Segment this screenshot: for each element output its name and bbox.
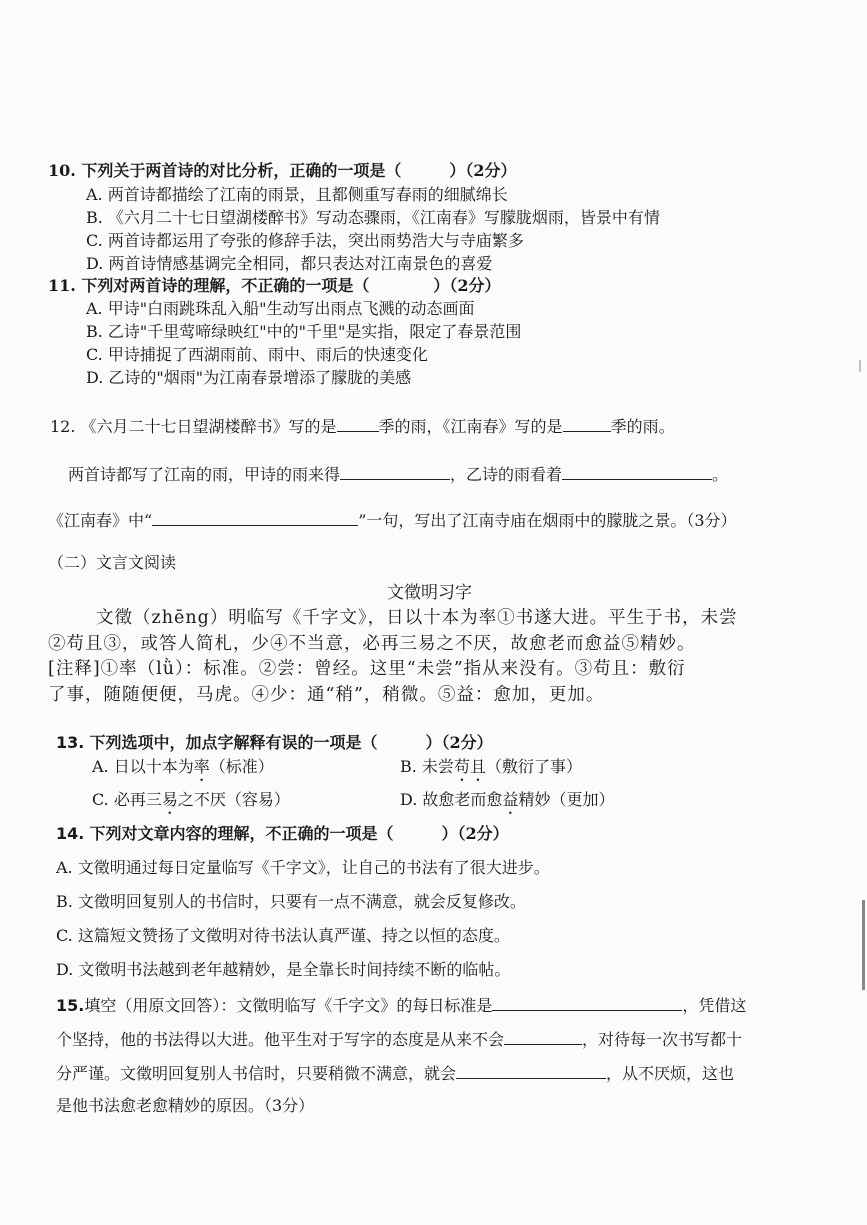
q12-line1: [50, 415, 675, 437]
passage-note-2: 了事，随随便便，马虎。④少：通“稍”，稍微。⑤益：愈加，更加。: [48, 685, 605, 705]
q12-blank-1[interactable]: [337, 415, 379, 432]
q13-c-dotted: 易: [161, 790, 178, 809]
q15-l1-tail: ，凭借这: [682, 996, 747, 1015]
q14-option-c: C. 这篇短文赞扬了文徵明对待书法认真严谨、持之以恒的态度。: [56, 926, 510, 945]
q15-l2-tail: ，对待每一次书写都十: [582, 1030, 743, 1049]
q12-line3-b: ”一句，写出了江南寺庙在烟雨中的朦胧之景。（3分）: [358, 511, 737, 530]
section-heading: （二）文言文阅读: [48, 553, 177, 572]
q14-stem-line: [56, 824, 509, 844]
q13-option-c: [92, 790, 290, 818]
q13-d-text: D. 故愈老而愈: [400, 790, 503, 809]
q13-c-gloss: 之不厌（容易）: [177, 790, 290, 809]
q12-blank-2[interactable]: [563, 415, 611, 432]
q12-line2-a: 两首诗都写了江南的雨，甲诗的雨来得: [68, 465, 341, 484]
q14-option-b: B. 文徵明回复别人的书信时，只要有一点不满意，就会反复修改。: [56, 892, 526, 911]
q10-option-c: C. 两首诗都运用了夸张的修辞手法，突出雨势浩大与寺庙繁多: [86, 231, 524, 250]
q13-stem-line: [56, 733, 493, 753]
q13-b-gloss: （敷衍了事）: [485, 757, 582, 776]
q13-option-a: [92, 757, 274, 785]
q13-a-text: A. 日以十本为: [92, 757, 194, 776]
q15-line-4: 是他书法愈老愈精妙的原因。（3分）: [56, 1096, 315, 1115]
q10-option-b: B. 《六月二十七日望湖楼醉书》写动态骤雨，《江南春》写朦胧烟雨，皆景中有情: [86, 208, 660, 227]
q15-l3-text: 分严谨。文徵明回复别人书信时，只要稍微不满意，就会: [56, 1064, 457, 1083]
q11-option-c: C. 甲诗捕捉了西湖雨前、雨中、雨后的快速变化: [86, 345, 428, 364]
q12-blank-5[interactable]: [152, 509, 358, 526]
passage-line-2: ②苟且③，或答人简札，少④不当意，必再三易之不厌，故愈老而愈益⑤精妙。: [48, 634, 696, 654]
q15-l2-text: 个坚持，他的书法得以大进。他平生对于写字的态度是从来不会: [56, 1030, 505, 1049]
q15-blank-2[interactable]: [504, 1028, 582, 1045]
q12-blank-4[interactable]: [562, 463, 712, 480]
q15-number: 15.: [56, 996, 85, 1015]
q13-a-gloss: （标准）: [209, 757, 274, 776]
passage-line-1: 文徵（zhēng）明临写《千字文》，日以十本为率①书遂大进。平生于书，未尝: [96, 608, 738, 628]
q13-a-dotted: 率: [193, 757, 210, 776]
q10-option-d: D. 两首诗情感基调完全相同，都只表达对江南景色的喜爱: [86, 254, 493, 273]
q14-option-a: A. 文徵明通过每日定量临写《千字文》，让自己的书法有了很大进步。: [56, 858, 550, 877]
q11-option-d: D. 乙诗的"烟雨"为江南春景增添了朦胧的美感: [86, 368, 412, 387]
q12-blank-3[interactable]: [340, 463, 450, 480]
q11-stem: 11. 下列对两首诗的理解，不正确的一项是（ ）（2分）: [48, 276, 501, 295]
q13-d-gloss: 精妙（更加）: [518, 790, 615, 809]
passage-note-1: [注释]①率（lǜ）：标准。②尝：曾经。这里“未尝”指从来没有。③苟且：敷衍: [48, 659, 686, 679]
q12-line2-c: 。: [712, 465, 729, 484]
passage-title: 文徵明习字: [387, 583, 472, 603]
q13-b-text: B. 未尝: [400, 757, 454, 776]
q11-option-a: A. 甲诗"白雨跳珠乱入船"生动写出雨点飞溅的动态画面: [86, 299, 475, 318]
q14-stem: 下列对文章内容的理解，不正确的一项是（ ）（2分）: [89, 824, 509, 843]
q15-line-3: [56, 1062, 734, 1084]
q13-b-dotted: 苟且: [453, 757, 486, 776]
scan-edge-mark: [862, 900, 865, 990]
scan-edge-mark-small: [859, 360, 861, 372]
q12-line2-b: ，乙诗的雨看着: [450, 465, 563, 484]
q15-line-1: [56, 994, 746, 1016]
q13-option-d: [400, 790, 614, 818]
q15-l1-text: 填空（用原文回答）：文徵明临写《千字文》的每日标准是: [84, 996, 493, 1015]
q13-stem: 下列选项中，加点字解释有误的一项是（ ）（2分）: [89, 733, 493, 752]
q10-option-a: A. 两首诗都描绘了江南的雨景，且都侧重写春雨的细腻绵长: [86, 185, 508, 204]
q12-line2: [68, 463, 728, 485]
q14-option-d: D. 文徵明书法越到老年越精妙，是全靠长时间持续不断的临帖。: [56, 960, 511, 979]
q15-blank-3[interactable]: [456, 1062, 606, 1079]
q10-stem: 10. 下列关于两首诗的对比分析，正确的一项是（ ）（2分）: [48, 161, 517, 180]
q15-blank-1[interactable]: [492, 994, 682, 1011]
q11-option-b: B. 乙诗"千里莺啼绿映红"中的"千里"是实指，限定了春景范围: [86, 322, 522, 341]
q13-d-dotted: 益: [502, 790, 519, 809]
q15-line-2: [56, 1028, 742, 1050]
q14-number: 14.: [56, 824, 85, 843]
q13-option-b: [400, 757, 582, 785]
q12-line1-c: 季的雨。: [610, 417, 675, 436]
q13-c-text: C. 必再三: [92, 790, 162, 809]
q13-number: 13.: [56, 733, 85, 752]
q12-line3-a: 《江南春》中“: [48, 511, 153, 530]
q12-line1-b: 季的雨，《江南春》写的是: [378, 417, 563, 436]
q12-line1-a: 12. 《六月二十七日望湖楼醉书》写的是: [50, 417, 337, 436]
q15-l3-tail: ，从不厌烦，这也: [606, 1064, 735, 1083]
q12-line3: [48, 509, 737, 531]
